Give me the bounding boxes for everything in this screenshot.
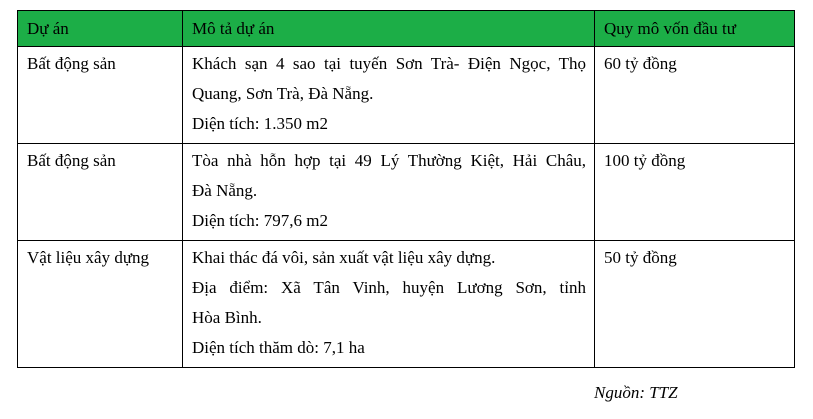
header-project: Dự án [18, 11, 183, 47]
project-cell: Bất động sản [18, 144, 183, 241]
description-cell [183, 144, 595, 241]
table-header [18, 11, 795, 47]
description-line: Quang, Sơn Trà, Đà Nẵng. [192, 84, 374, 103]
project-cell: Bất động sản [18, 47, 183, 144]
description-line: Đà Nẵng. [192, 181, 258, 200]
description-line: Diện tích: 1.350 m2 [192, 114, 328, 133]
capital-cell: 100 tỷ đồng [595, 144, 795, 241]
description-line: Diện tích: 797,6 m2 [192, 211, 328, 230]
project-cell: Vật liệu xây dựng [18, 241, 183, 368]
description-line: Tòa nhà hỗn hợp tại 49 Lý Thường Kiệt, Hải Châu, [192, 151, 586, 170]
project-table [17, 10, 795, 368]
header-capital: Quy mô vốn đầu tư [595, 11, 795, 47]
source-note: Nguồn: TTZ [594, 383, 678, 402]
description-line: Khai thác đá vôi, sản xuất vật liệu xây dựng. [192, 248, 496, 267]
table-row [18, 241, 795, 368]
table-body [18, 47, 795, 368]
description-line: Hòa Bình. [192, 308, 262, 327]
description-line: Địa điểm: Xã Tân Vinh, huyện Lương Sơn, tỉnh [192, 278, 586, 297]
table-row [18, 144, 795, 241]
description-cell [183, 47, 595, 144]
description-cell [183, 241, 595, 368]
table-row [18, 47, 795, 144]
capital-cell: 50 tỷ đồng [595, 241, 795, 368]
header-row [18, 11, 795, 47]
description-line: Diện tích thăm dò: 7,1 ha [192, 338, 365, 357]
description-line: Khách sạn 4 sao tại tuyến Sơn Trà- Điện Ngọc, Thọ [192, 54, 586, 73]
header-description: Mô tả dự án [183, 11, 595, 47]
capital-cell: 60 tỷ đồng [595, 47, 795, 144]
